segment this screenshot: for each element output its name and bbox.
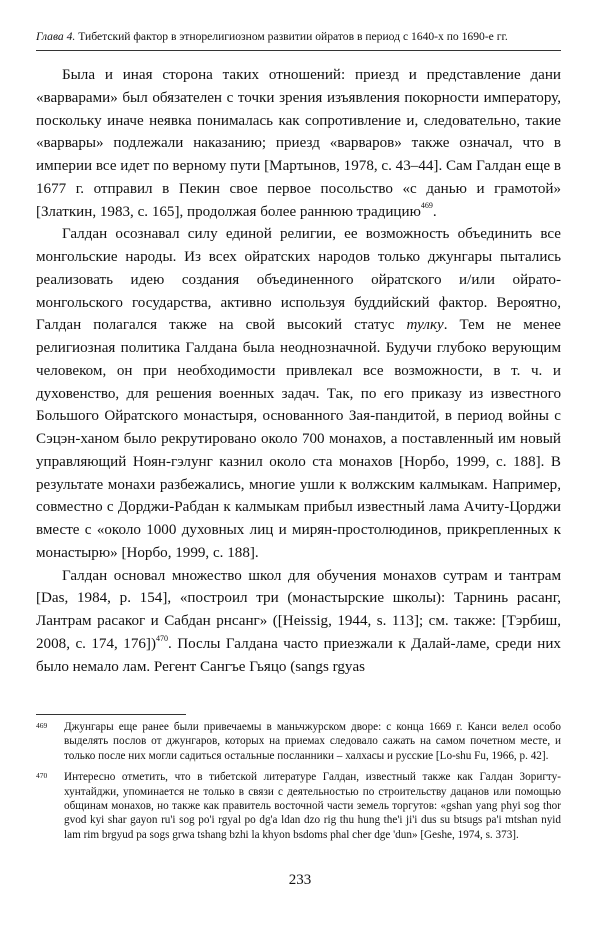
paragraph-text: . xyxy=(432,203,437,220)
paragraph xyxy=(36,223,561,564)
footnotes xyxy=(36,720,561,849)
footnote-rule xyxy=(36,714,186,715)
paragraph xyxy=(36,64,561,223)
footnote xyxy=(36,720,561,763)
emphasis-term: тулку xyxy=(406,317,444,334)
footnote-number: 469 xyxy=(36,721,48,730)
header-rule xyxy=(36,50,561,51)
footnote-text: Джунгары еще ранее были привечаемы в маньчжурском дворе: с конца 1669 г. Канси велел особо выделять послов от джунгаров, которых на приемах следовало сажать на самом почетном месте, и только после них могли садиться остальные посланники – халхасы и русские [Lo-shu Fu, 1966, p. 42]. xyxy=(64,721,561,762)
paragraph-text: Галдан осознавал силу единой религии, ее возможность объединить все монгольские народы. Из всех ойратских народов только джунгары пытались реализовать идею создания объединенного ойратского и/или ойрато-монгольского государства, активно используя буддийский фактор. Вероятно, Галдан полагался также на свой высокий статус xyxy=(36,226,561,334)
chapter-title: Тибетский фактор в этнорелигиозном развитии ойратов в период с 1640-х по 1690-е гг. xyxy=(75,30,508,43)
paragraph-text: Галдан основал множество школ для обучения монахов сутрам и тантрам [Das, 1984, p. 154], «построил три (монастырские школы): Тарнинь расанг, Лантрам расаког и Сабдан рнсанг» ([Heissig, 1944, s. 113]; см. также: [Тэрбиш, 2008, с. 174, 176]) xyxy=(36,567,561,652)
chapter-label: Глава 4. xyxy=(36,30,76,43)
footnote-text: Интересно отметить, что в тибетской литературе Галдан, известный также как Галдан Зоригту-хунтайджи, упоминается не только в связи с деятельностью по строительству дацанов или помощью общинам монахов, но также как правитель восточной части земель торгутов: «gshan yang phyi sog thor gvod kyi shar gayon ru'i sog po'i rgyal po dg'a ldan dzo rig thu hung the'i ji'i dus su btsugs pa'i mtshan nyid lam rim brgyud pa sogs grwa tshang bzhi la khyon bsdoms phal cher dge 'dun» [Geshe, 1974, s. 373]. xyxy=(64,771,561,841)
footnote xyxy=(36,770,561,842)
page-number: 233 xyxy=(288,872,312,888)
running-header xyxy=(36,30,562,44)
footnote-ref: 469 xyxy=(420,201,433,211)
paragraph-text: . Послы Галдана часто приезжали к Далай-ламе, среди них было немало лам. Регент Сангъе Гьяцо (sangs rgyas xyxy=(36,635,561,675)
footnote-number: 470 xyxy=(36,771,48,781)
footnote-ref: 470 xyxy=(155,633,168,643)
paragraph-text: . Тем не менее религиозная политика Галдана была неоднозначной. Будучи глубоко верующим человеком, он при необходимости привлекал все возможности, в т. ч. и духовенство, для решения военных задач. Так, по его приказу из известного Большого Ойратского монастыря, основанного Зая-пандитой, в период войны с Сэцэн-ханом было рекрутировано около 700 монахов, а поставленный им новый управляющий Ноян-гэлунг казнил около ста монахов [Норбо, 1999, с. 188]. В результате монахи разбежались, многие ушли к волжским калмыкам. Например, совместно с Дорджи-Рабдан к калмыкам прибыл известный лама Ачиту-Цорджи вместе с «около 1000 духовных лиц и мирян-простолюдинов, прикрепленных к монастырю» [Норбо, 1999, с. 188]. xyxy=(36,317,561,561)
paragraph-text: Была и иная сторона таких отношений: приезд и представление дани «варварами» был обязателен с точки зрения изъявления покорности императору, поскольку иначе неявка понималась как сопротивление и, следовательно, такие «варвары» подлежали наказанию; приезд «варваров» также означал, что в империи все идет по верному пути [Мартынов, 1978, с. 43–44]. Сам Галдан еще в 1677 г. отправил в Пекин свое первое посольство «с данью и грамотой» [Златкин, 1983, с. 165], продолжая более раннюю традицию xyxy=(36,67,561,220)
paragraph xyxy=(36,565,561,679)
main-text xyxy=(36,64,561,678)
